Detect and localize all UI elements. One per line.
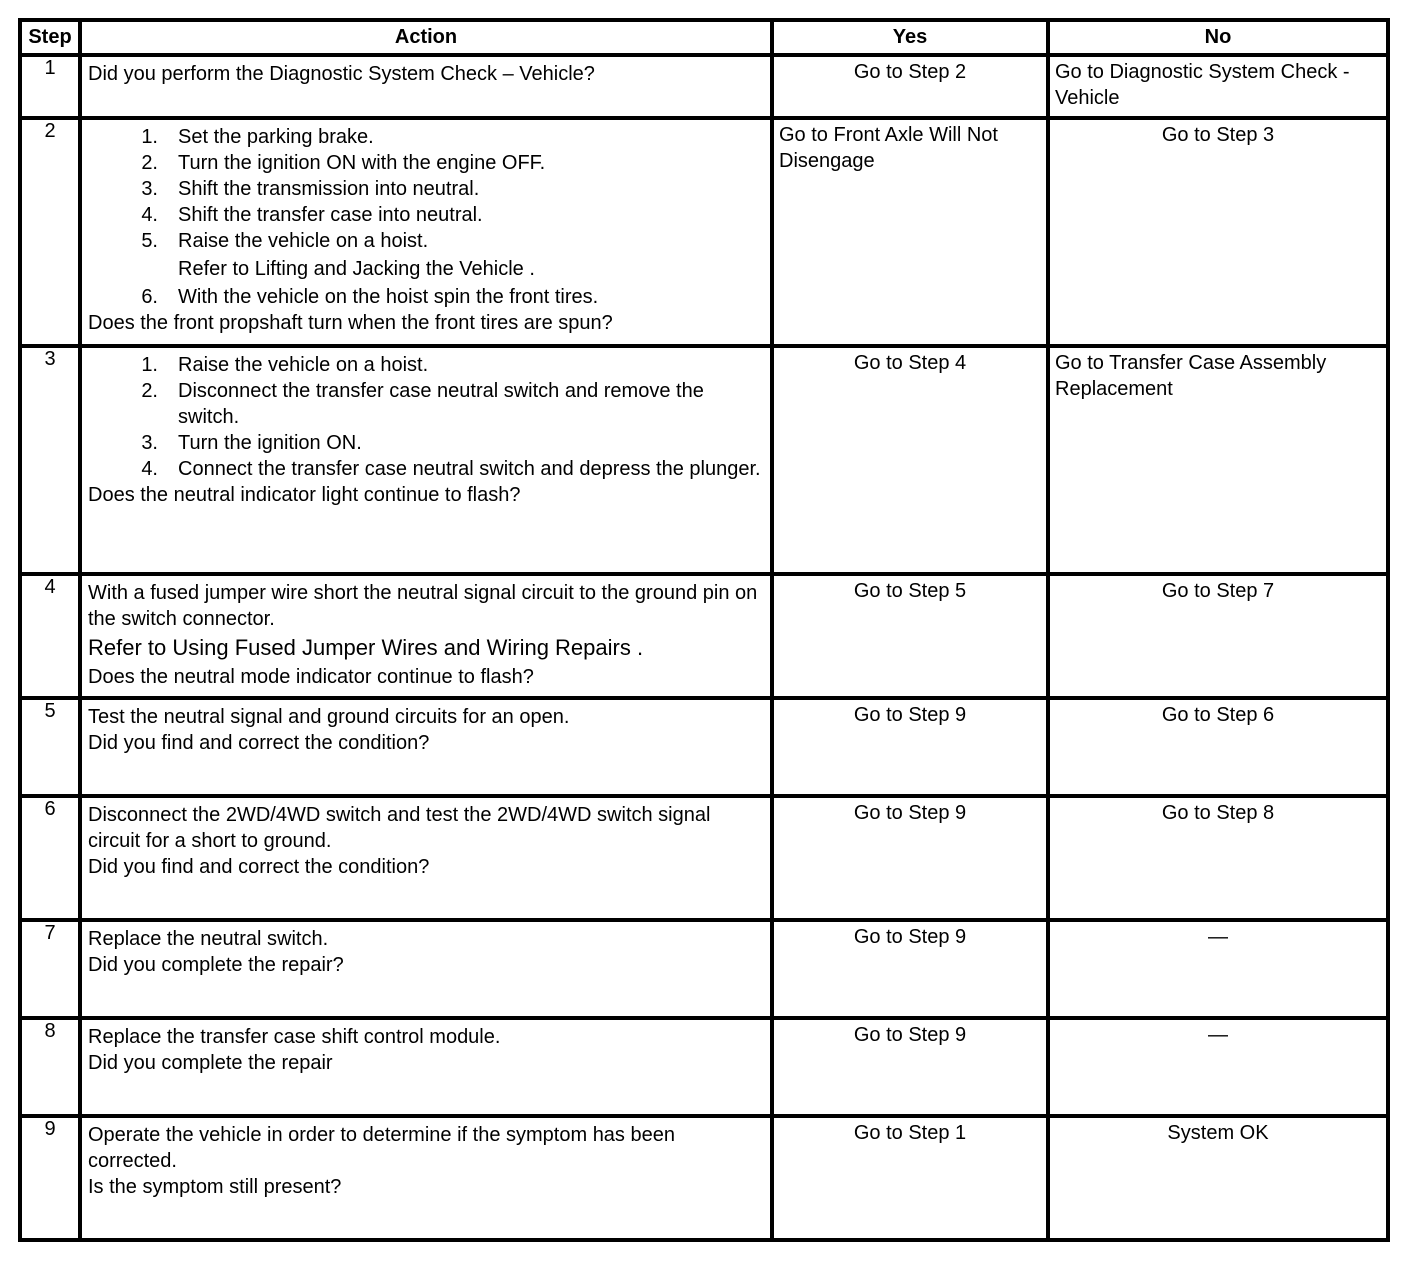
action-cell	[80, 698, 772, 796]
step-number: 7	[20, 920, 80, 1018]
action-cell	[80, 118, 772, 346]
no-cell	[1048, 55, 1388, 118]
action-cell	[80, 574, 772, 698]
step-number: 3	[20, 346, 80, 574]
action-text: With a fused jumper wire short the neutral signal circuit to the ground pin on the switch connector.	[88, 582, 758, 630]
yes-result: Go to Step 9	[853, 704, 967, 726]
no-cell	[1048, 346, 1388, 574]
action-text: Replace the neutral switch.	[88, 928, 329, 950]
no-result: Go to Transfer Case Assembly Replacement	[1055, 352, 1327, 400]
action-text: Disconnect the 2WD/4WD switch and test the 2WD/4WD switch signal circuit for a short to ground.	[88, 804, 711, 852]
action-cell	[80, 920, 772, 1018]
step-number: 4	[20, 574, 80, 698]
no-cell	[1048, 698, 1388, 796]
action-question: Did you find and correct the condition?	[88, 856, 430, 878]
yes-result: Go to Step 9	[853, 1024, 967, 1046]
step-number: 1	[20, 55, 80, 118]
action-text: Test the neutral signal and ground circuits for an open.	[88, 706, 570, 728]
action-question: Is the symptom still present?	[88, 1176, 342, 1198]
reference-link[interactable]: Refer to Lifting and Jacking the Vehicle .	[178, 258, 535, 280]
reference-link[interactable]: Refer to Using Fused Jumper Wires and Wiring Repairs .	[88, 635, 644, 660]
no-cell	[1048, 1116, 1388, 1240]
step-number: 6	[20, 796, 80, 920]
list-item: 2. Turn the ignition ON with the engine OFF.	[141, 152, 546, 174]
no-result: Go to Step 8	[1161, 802, 1275, 824]
yes-cell	[772, 118, 1048, 346]
no-cell	[1048, 920, 1388, 1018]
no-cell	[1048, 796, 1388, 920]
table-row	[20, 920, 1388, 1018]
list-item: 6. With the vehicle on the hoist spin the front tires.	[141, 286, 599, 308]
no-result: Go to Step 3	[1161, 124, 1275, 146]
no-result: System OK	[1167, 1122, 1269, 1144]
table-row	[20, 118, 1388, 346]
diagnostic-table	[18, 18, 1390, 1242]
header-action: Action	[80, 20, 772, 55]
action-cell	[80, 1116, 772, 1240]
no-result: —	[1208, 926, 1228, 948]
action-cell	[80, 346, 772, 574]
table-row	[20, 698, 1388, 796]
list-item: 4. Shift the transfer case into neutral.	[141, 204, 483, 226]
action-question: Does the front propshaft turn when the front tires are spun?	[88, 312, 613, 334]
action-question: Did you complete the repair	[88, 1052, 333, 1074]
yes-result: Go to Step 4	[853, 352, 967, 374]
action-question: Did you perform the Diagnostic System Check – Vehicle?	[88, 63, 595, 85]
yes-cell	[772, 346, 1048, 574]
yes-result: Go to Step 1	[853, 1122, 967, 1144]
header-row	[20, 20, 1388, 55]
yes-result: Go to Step 9	[853, 802, 967, 824]
step-number: 5	[20, 698, 80, 796]
action-question: Did you find and correct the condition?	[88, 732, 430, 754]
list-item: 2. Disconnect the transfer case neutral switch and remove the switch.	[141, 380, 704, 428]
list-item: 4. Connect the transfer case neutral switch and depress the plunger.	[141, 458, 761, 480]
action-question: Did you complete the repair?	[88, 954, 344, 976]
list-item: 3. Turn the ignition ON.	[141, 432, 362, 454]
action-question: Does the neutral indicator light continue to flash?	[88, 484, 521, 506]
table-row	[20, 796, 1388, 920]
table-row	[20, 55, 1388, 118]
yes-cell	[772, 698, 1048, 796]
no-result: Go to Step 6	[1161, 704, 1275, 726]
no-cell	[1048, 574, 1388, 698]
action-steps-list	[88, 124, 764, 310]
action-steps-list	[88, 352, 764, 482]
no-result: Go to Step 7	[1161, 580, 1275, 602]
action-text: Operate the vehicle in order to determine if the symptom has been corrected.	[88, 1124, 675, 1172]
no-result: Go to Diagnostic System Check - Vehicle	[1055, 61, 1350, 109]
no-cell	[1048, 118, 1388, 346]
step-number: 2	[20, 118, 80, 346]
list-item: 1. Raise the vehicle on a hoist.	[141, 354, 429, 376]
table-row	[20, 574, 1388, 698]
yes-result: Go to Front Axle Will Not Disengage	[779, 124, 998, 172]
action-cell	[80, 1018, 772, 1116]
yes-cell	[772, 55, 1048, 118]
action-question: Does the neutral mode indicator continue to flash?	[88, 666, 534, 688]
list-item: 1. Set the parking brake.	[141, 126, 374, 148]
step-number: 9	[20, 1116, 80, 1240]
header-yes: Yes	[772, 20, 1048, 55]
list-item: 3. Shift the transmission into neutral.	[141, 178, 480, 200]
table-row	[20, 346, 1388, 574]
list-item: 5. Raise the vehicle on a hoist. Refer to Lifting and Jacking the Vehicle .	[130, 228, 764, 284]
table-row	[20, 1018, 1388, 1116]
action-cell	[80, 55, 772, 118]
yes-result: Go to Step 2	[853, 61, 967, 83]
step-number: 8	[20, 1018, 80, 1116]
yes-cell	[772, 574, 1048, 698]
no-result: —	[1208, 1024, 1228, 1046]
yes-cell	[772, 920, 1048, 1018]
yes-cell	[772, 1116, 1048, 1240]
action-cell	[80, 796, 772, 920]
yes-result: Go to Step 9	[853, 926, 967, 948]
yes-cell	[772, 1018, 1048, 1116]
header-step: Step	[20, 20, 80, 55]
action-text: Replace the transfer case shift control module.	[88, 1026, 501, 1048]
no-cell	[1048, 1018, 1388, 1116]
yes-result: Go to Step 5	[853, 580, 967, 602]
header-no: No	[1048, 20, 1388, 55]
yes-cell	[772, 796, 1048, 920]
table-row	[20, 1116, 1388, 1240]
